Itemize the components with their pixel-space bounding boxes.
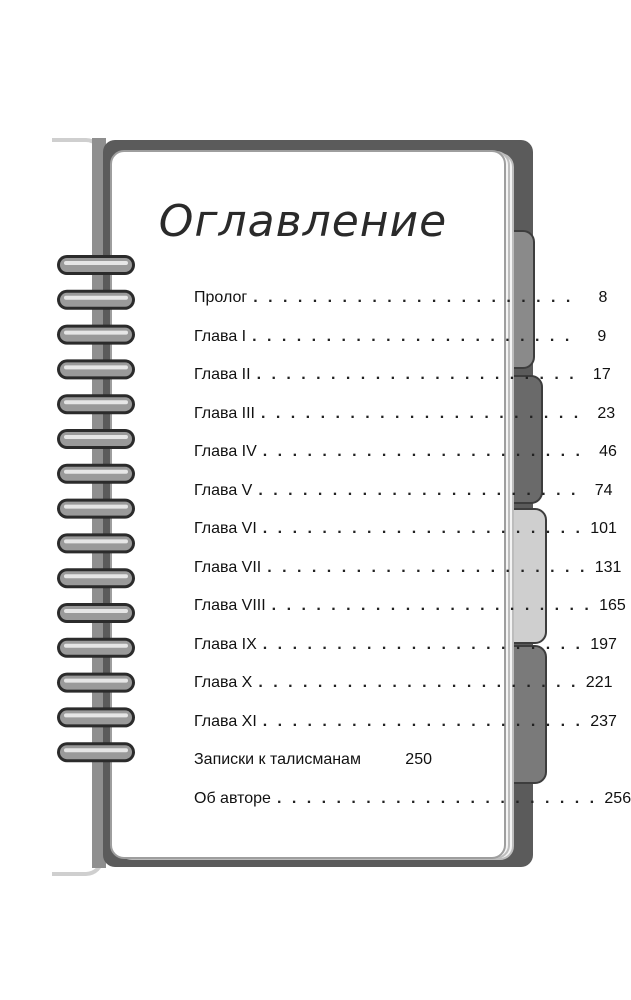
toc-entry-title: Об авторе [194, 787, 277, 826]
toc-entry-page-number: 23 [597, 404, 616, 422]
toc-entry-page-number: 101 [590, 520, 617, 537]
toc-leader-dots: . . . . . . . . . . . . . . . . . . . . . . [258, 481, 579, 499]
toc-entry-title: Глава I [194, 325, 252, 364]
spiral-ring [57, 255, 135, 275]
toc-leader-dots: . . . . . . . . . . . . . . . . . . . . . . [258, 674, 579, 691]
toc-entry-page-number: 237 [590, 712, 617, 730]
toc-leader-dots: . . . . . . . . . . . . . . . . . . . . . . [256, 366, 577, 383]
spiral-ring [57, 533, 135, 553]
toc-leader-dots: . . . . . . . . . . . . . . . . . . . . . . [252, 327, 573, 345]
spiral-ring [57, 707, 135, 727]
toc-entry-title: Глава VI [194, 517, 263, 556]
spiral-ring [57, 429, 135, 449]
spiral-ring [57, 394, 135, 414]
toc-entry-page-number: 74 [594, 481, 613, 499]
toc-entry-page-number: 131 [594, 558, 622, 576]
spiral-ring [57, 290, 135, 310]
toc-leader-dots: . . . . . . . . . . . . . . . . . . . . . . [276, 789, 598, 807]
spiral-ring [57, 568, 135, 588]
toc-entry-title: Записки к талисманам [194, 748, 367, 787]
toc-entry-title: Глава X [194, 671, 258, 710]
page-title: Оглавление [158, 196, 448, 247]
toc-leader-dots: . . . . . . . . . . . . . . . . . . . . . . [261, 404, 582, 422]
toc-entry-page-number: 221 [585, 674, 613, 691]
toc-leader-dots: . . . . . . . . . . . . . . . . . . . . . . [253, 289, 574, 306]
spiral-ring [57, 603, 135, 623]
toc-entry-title: Глава IV [194, 440, 263, 479]
spiral-ring [57, 359, 135, 379]
toc-entry-title: Глава VIII [194, 594, 272, 633]
spiral-ring [57, 673, 135, 693]
spiral-ring [57, 638, 135, 658]
spiral-ring [57, 464, 135, 484]
toc-entry-title: Глава VII [194, 556, 267, 595]
spiral-ring [57, 325, 135, 345]
toc-entry-title: Пролог [194, 286, 253, 325]
toc-leader-dots: . . . . . . . . . . . . . . . . . . . . . . [262, 443, 583, 460]
toc-leader-dots: . . . . . . . . . . . . . . . . . . . . . . [262, 712, 583, 730]
toc-entry-page-number: 17 [592, 366, 611, 383]
toc-entry-title: Глава III [194, 402, 261, 441]
toc-leader-dots: . . . . . . . . . . . . . . . . . . . . . . [271, 597, 592, 614]
spiral-ring [57, 742, 135, 762]
toc-entry-title: Глава IX [194, 633, 263, 672]
toc-entry-page-number: 46 [599, 443, 617, 460]
spiral-ring [57, 499, 135, 519]
toc-entry-page-number: 256 [604, 789, 631, 807]
toc-entry-title: Глава II [194, 363, 257, 402]
toc-entry-page-number: 9 [597, 327, 607, 345]
toc-entry-title: Глава XI [194, 710, 263, 749]
toc-entry-page-number: 165 [599, 597, 626, 614]
toc-entry-page-number: 8 [598, 289, 608, 306]
toc-leader-dots: . . . . . . . . . . . . . . . . . . . . . . [262, 520, 583, 537]
toc-leader-dots: . . . . . . . . . . . . . . . . . . . . . . [267, 558, 588, 576]
toc-leader-dots: . . . . . . . . . . . . . . . . . . . . . . [262, 635, 583, 653]
toc-entry-page-number: 197 [590, 635, 617, 653]
toc-entry-title: Глава V [194, 479, 258, 518]
toc-entry-page-number: 250 [405, 751, 432, 768]
